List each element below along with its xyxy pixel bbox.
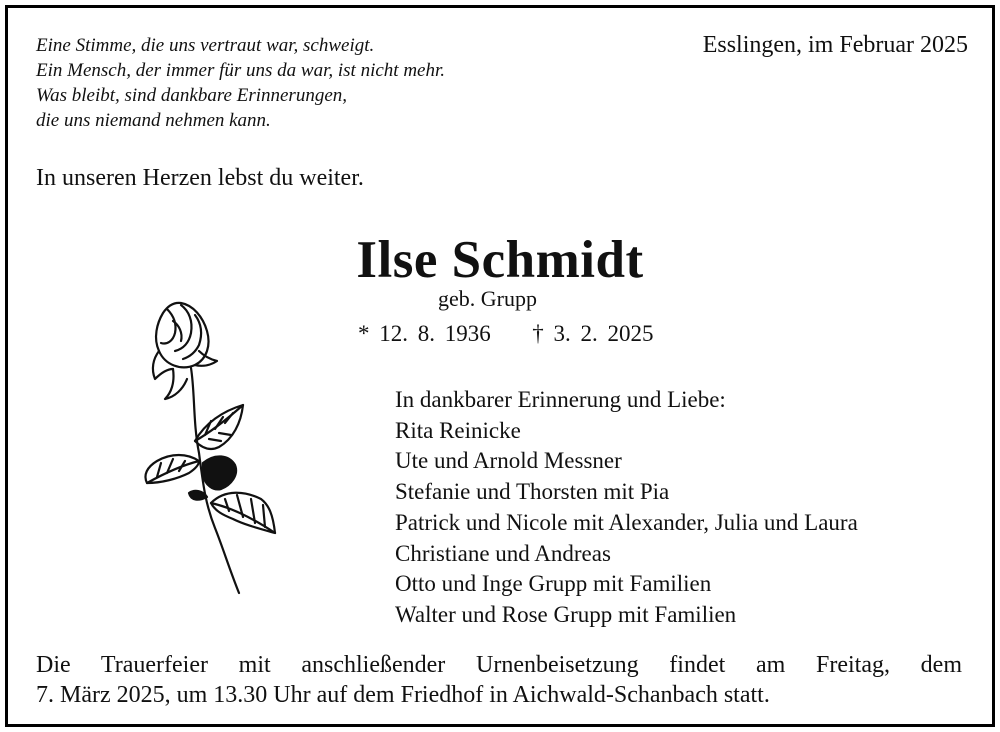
mourners-intro: In dankbarer Erinnerung und Liebe: <box>395 387 726 412</box>
rose-icon <box>133 293 293 603</box>
mourner-entry: Patrick und Nicole mit Alexander, Julia und Laura <box>395 509 858 535</box>
birth-date: * 12. 8. 1936 <box>358 321 491 346</box>
mourner-entry: Christiane und Andreas <box>395 540 611 566</box>
mourner-entry: Ute und Arnold Messner <box>395 448 622 474</box>
mourners-list <box>395 385 858 631</box>
poem-line: Ein Mensch, der immer für uns da war, ist nicht mehr. <box>36 60 446 81</box>
life-dates <box>358 321 654 347</box>
poem <box>36 33 445 133</box>
maiden-name: geb. Grupp <box>438 286 537 311</box>
place-date: Esslingen, im Februar 2025 <box>702 32 968 58</box>
ceremony-line: 7. März 2025, um 13.30 Uhr auf dem Friedhof in Aichwald-Schanbach statt. <box>36 682 770 708</box>
deceased-name: Ilse Schmidt <box>356 231 644 289</box>
poem-line: Was bleibt, sind dankbare Erinnerungen, <box>36 85 348 106</box>
mourner-entry: Stefanie und Thorsten mit Pia <box>395 479 670 505</box>
mourner-entry: Rita Reinicke <box>395 417 521 443</box>
poem-line: Eine Stimme, die uns vertraut war, schweigt. <box>36 35 375 56</box>
death-date: † 3. 2. 2025 <box>532 321 654 346</box>
obituary-notice <box>5 5 995 727</box>
ceremony-line: Die Trauerfeier mit anschließender Urnenbeisetzung findet am Freitag, dem <box>36 652 962 678</box>
motto: In unseren Herzen lebst du weiter. <box>36 165 364 191</box>
mourner-entry: Otto und Inge Grupp mit Familien <box>395 571 712 597</box>
ceremony-notice <box>36 650 962 710</box>
poem-line: die uns niemand nehmen kann. <box>36 110 271 131</box>
mourner-entry: Walter und Rose Grupp mit Familien <box>395 601 737 627</box>
